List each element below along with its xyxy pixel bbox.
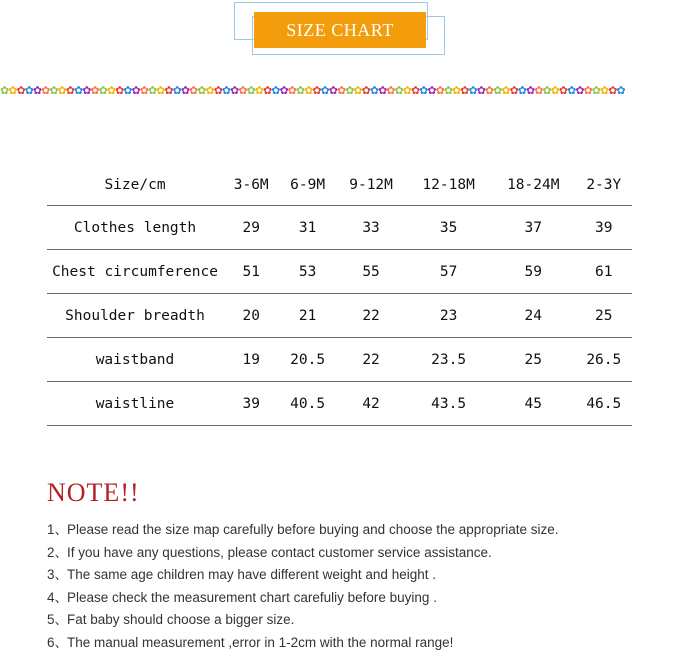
note-item (47, 632, 559, 655)
flower-icon: ✿ (147, 85, 157, 97)
table-cell: 42 (336, 382, 407, 426)
title-frame (234, 2, 444, 54)
table-cell: 45 (491, 382, 576, 426)
flower-icon: ✿ (49, 85, 58, 97)
flower-icon: ✿ (608, 85, 617, 97)
size-header: 9-12M (336, 164, 407, 206)
flower-icon: ✿ (517, 85, 526, 97)
table-cell: 19 (223, 338, 279, 382)
note-item (47, 542, 559, 565)
flower-icon: ✿ (427, 85, 436, 97)
flower-icon: ✿ (304, 85, 313, 97)
flower-icon: ✿ (197, 85, 206, 97)
note-item (47, 609, 559, 632)
flower-icon: ✿ (460, 85, 469, 97)
flower-icon: ✿ (279, 85, 288, 97)
table-row (47, 294, 632, 338)
flower-icon: ✿ (443, 85, 453, 97)
flower-icon: ✿ (567, 85, 576, 97)
flower-icon: ✿ (575, 85, 584, 97)
note-number: 2、 (47, 544, 69, 560)
table-cell: 39 (223, 382, 279, 426)
flower-icon: ✿ (320, 85, 329, 97)
flower-icon: ✿ (180, 85, 190, 97)
flower-icon: ✿ (345, 85, 354, 97)
flower-icon: ✿ (164, 85, 173, 97)
flower-icon: ✿ (542, 85, 551, 97)
flower-icon: ✿ (139, 85, 148, 97)
note-number: 5、 (47, 612, 69, 628)
flower-icon: ✿ (369, 85, 379, 97)
flower-icon: ✿ (41, 85, 50, 97)
flower-divider (0, 83, 679, 99)
flower-icon: ✿ (336, 85, 346, 97)
note-text: If you have any questions, please contact customer service assistance. (67, 544, 492, 560)
flower-icon: ✿ (263, 85, 272, 97)
flower-icon: ✿ (131, 85, 140, 97)
table-cell: 46.5 (576, 382, 632, 426)
flower-icon: ✿ (484, 85, 494, 97)
flower-icon: ✿ (287, 85, 296, 97)
note-item (47, 519, 559, 542)
flower-icon: ✿ (452, 85, 461, 97)
table-row (47, 250, 632, 294)
table-cell: 26.5 (576, 338, 632, 382)
flower-icon: ✿ (246, 85, 255, 97)
table-row (47, 206, 632, 250)
note-item (47, 587, 559, 610)
note-number: 4、 (47, 589, 69, 605)
flower-icon: ✿ (378, 85, 387, 97)
table-cell: 31 (279, 206, 335, 250)
note-number: 3、 (47, 567, 69, 583)
flower-icon: ✿ (386, 85, 395, 97)
note-title: NOTE!! (47, 478, 140, 507)
flower-icon: ✿ (254, 85, 263, 97)
flower-icon: ✿ (98, 85, 107, 97)
flower-icon: ✿ (8, 85, 17, 97)
flower-icon: ✿ (501, 85, 510, 97)
flower-icon: ✿ (558, 85, 568, 97)
size-header: 2-3Y (576, 164, 632, 206)
table-cell: 35 (406, 206, 491, 250)
table-row (47, 338, 632, 382)
flower-icon: ✿ (591, 85, 600, 97)
flower-icon: ✿ (82, 85, 91, 97)
row-label: Shoulder breadth (47, 294, 223, 338)
table-cell: 23 (406, 294, 491, 338)
table-cell: 22 (336, 338, 407, 382)
flower-icon: ✿ (583, 85, 592, 97)
note-item (47, 564, 559, 587)
flower-icon: ✿ (230, 85, 239, 97)
row-label: Chest circumference (47, 250, 223, 294)
flower-icon: ✿ (476, 85, 485, 97)
flower-icon: ✿ (410, 85, 420, 97)
flower-icon: ✿ (16, 85, 25, 97)
table-cell: 24 (491, 294, 576, 338)
note-list (47, 519, 559, 655)
table-cell: 33 (336, 206, 407, 250)
note-text: The manual measurement ,error in 1-2cm with the normal range! (67, 634, 454, 650)
flower-icon: ✿ (328, 85, 337, 97)
note-number: 1、 (47, 522, 69, 537)
note-text: Fat baby should choose a bigger size. (67, 612, 295, 628)
table-cell: 25 (491, 338, 576, 382)
flower-icon: ✿ (32, 85, 42, 97)
table-cell: 43.5 (406, 382, 491, 426)
table-cell: 37 (491, 206, 576, 250)
flower-icon: ✿ (509, 85, 518, 97)
size-table (47, 164, 632, 426)
flower-icon: ✿ (24, 85, 33, 97)
flower-icon: ✿ (402, 85, 411, 97)
table-cell: 20.5 (279, 338, 335, 382)
note-text: Please check the measurement chart carefuliy before buying . (67, 589, 437, 605)
flower-icon: ✿ (534, 85, 543, 97)
page-title: SIZE CHART (254, 12, 426, 48)
table-cell: 55 (336, 250, 407, 294)
table-row (47, 382, 632, 426)
flower-icon: ✿ (616, 85, 625, 97)
table-cell: 21 (279, 294, 335, 338)
note-number: 6、 (47, 634, 69, 650)
flower-icon: ✿ (57, 85, 66, 97)
note-text: Please read the size map carefully before buying and choose the appropriate size. (67, 522, 559, 537)
flower-icon: ✿ (295, 85, 305, 97)
table-cell: 25 (576, 294, 632, 338)
flower-icon: ✿ (115, 85, 124, 97)
flower-icon: ✿ (65, 85, 74, 97)
flower-icon: ✿ (123, 85, 132, 97)
flower-icon: ✿ (493, 85, 502, 97)
table-cell: 61 (576, 250, 632, 294)
table-header-row (47, 164, 632, 206)
flower-icon: ✿ (90, 85, 99, 97)
flower-icon: ✿ (394, 85, 403, 97)
flower-icon: ✿ (172, 85, 181, 97)
flower-icon: ✿ (156, 85, 165, 97)
flower-icon: ✿ (353, 85, 362, 97)
flower-icon: ✿ (73, 85, 83, 97)
flower-icon: ✿ (213, 85, 222, 97)
table-cell: 53 (279, 250, 335, 294)
size-header: 12-18M (406, 164, 491, 206)
table-cell: 59 (491, 250, 576, 294)
row-label: Clothes length (47, 206, 223, 250)
table-cell: 23.5 (406, 338, 491, 382)
flower-icon: ✿ (526, 85, 535, 97)
flower-icon: ✿ (419, 85, 428, 97)
flower-icon: ✿ (271, 85, 280, 97)
table-cell: 40.5 (279, 382, 335, 426)
row-label: waistline (47, 382, 223, 426)
size-header: 6-9M (279, 164, 335, 206)
table-cell: 39 (576, 206, 632, 250)
header-label: Size/cm (47, 164, 223, 206)
table-cell: 51 (223, 250, 279, 294)
flower-icon: ✿ (205, 85, 214, 97)
note-text: The same age children may have different weight and height . (67, 567, 436, 583)
size-header: 3-6M (223, 164, 279, 206)
flower-icon: ✿ (312, 85, 321, 97)
flower-icon: ✿ (435, 85, 444, 97)
size-header: 18-24M (491, 164, 576, 206)
table-cell: 20 (223, 294, 279, 338)
flower-icon: ✿ (189, 85, 198, 97)
row-label: waistband (47, 338, 223, 382)
table-cell: 29 (223, 206, 279, 250)
flower-icon: ✿ (106, 85, 116, 97)
flower-icon: ✿ (0, 85, 9, 97)
table-cell: 57 (406, 250, 491, 294)
flower-icon: ✿ (550, 85, 559, 97)
flower-icon: ✿ (599, 85, 609, 97)
flower-icon: ✿ (221, 85, 231, 97)
flower-icon: ✿ (468, 85, 477, 97)
flower-icon: ✿ (361, 85, 370, 97)
table-cell: 22 (336, 294, 407, 338)
flower-icon: ✿ (238, 85, 247, 97)
